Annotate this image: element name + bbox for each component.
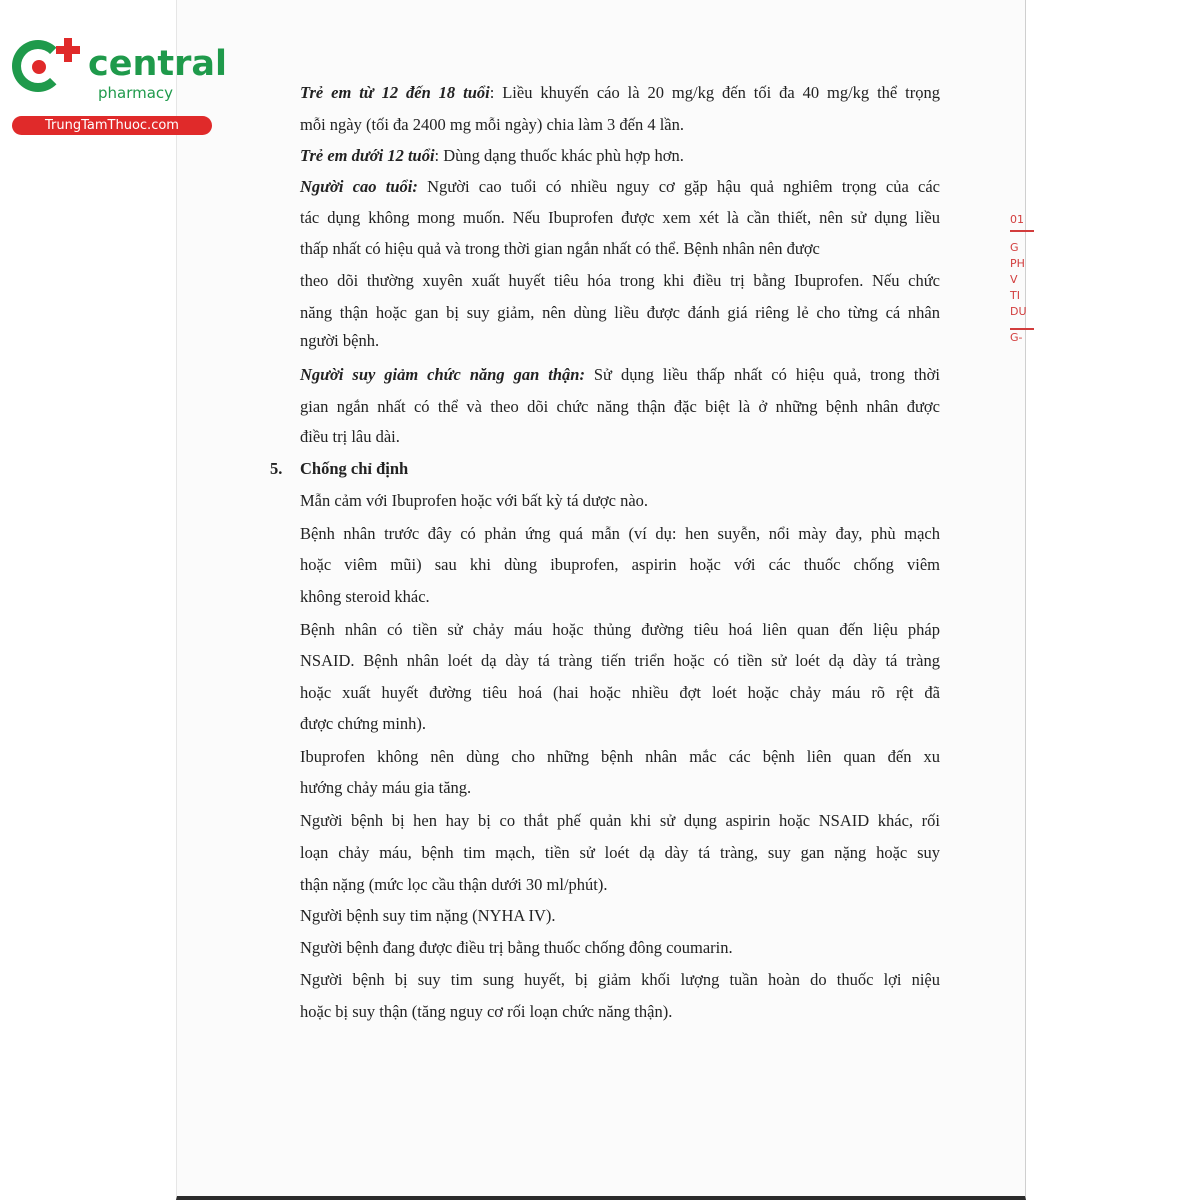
dosage-elderly-line4: theo dõi thường xuyên xuất huyết tiêu hóa trong khi điều trị bằng Ibuprofen. Nếu chức bbox=[300, 271, 940, 290]
stamp-bar bbox=[1010, 230, 1034, 232]
dosage-text: Người cao tuổi có nhiều nguy cơ gặp hậu quả nghiêm trọng của các bbox=[417, 177, 940, 196]
contraindication-line: Bệnh nhân trước đây có phản ứng quá mẫn (ví dụ: hen suyễn, nổi mày đay, phù mạch bbox=[300, 524, 940, 543]
stamp-line: G bbox=[1010, 241, 1019, 254]
contraindication-line: Người bệnh bị hen hay bị co thắt phế quản khi sử dụng aspirin hoặc NSAID khác, rối bbox=[300, 811, 940, 830]
contraindication-line: Mẫn cảm với Ibuprofen hoặc với bất kỳ tá dược nào. bbox=[300, 491, 649, 510]
stamp-line: TI bbox=[1010, 289, 1020, 302]
section-title: Chống chỉ định bbox=[300, 459, 409, 478]
contraindication-line: Người bệnh suy tim nặng (NYHA IV). bbox=[300, 906, 556, 925]
medical-cross-icon bbox=[56, 38, 80, 62]
contraindication-line: Bệnh nhân có tiền sử chảy máu hoặc thủng đường tiêu hoá liên quan đến liệu pháp bbox=[300, 620, 940, 639]
stamp-line: DU bbox=[1010, 305, 1027, 318]
stamp-line: G- bbox=[1010, 331, 1023, 344]
stamp-bar bbox=[1010, 328, 1034, 330]
dosage-elderly-line3: thấp nhất có hiệu quả và trong thời gian ngắn nhất có thể. Bệnh nhân nên được bbox=[300, 239, 820, 258]
dosage-children-12-18-line1 bbox=[300, 82, 940, 104]
dosage-text: : Liều khuyến cáo là 20 mg/kg đến tối đa 40 mg/kg thể trọng bbox=[489, 83, 940, 102]
dosage-children-under-12 bbox=[300, 145, 940, 167]
stamp-line: V bbox=[1010, 273, 1018, 286]
dosage-label: Người suy giảm chức năng gan thận: bbox=[300, 365, 585, 384]
contraindication-line: loạn chảy máu, bệnh tim mạch, tiền sử loét dạ dày tá tràng, suy gan nặng hoặc suy bbox=[300, 843, 940, 862]
contraindication-line: thận nặng (mức lọc cầu thận dưới 30 ml/phút). bbox=[300, 875, 608, 894]
central-pharmacy-logo[interactable] bbox=[10, 38, 228, 138]
dosage-elderly-line1 bbox=[300, 176, 940, 198]
contraindication-line: hoặc viêm mũi) sau khi dùng ibuprofen, aspirin hoặc với các thuốc chống viêm bbox=[300, 555, 940, 574]
dosage-label: Trẻ em dưới 12 tuổi bbox=[300, 146, 435, 165]
contraindication-line: không steroid khác. bbox=[300, 587, 430, 606]
dosage-hepatic-renal-line1 bbox=[300, 364, 940, 386]
contraindication-line: Ibuprofen không nên dùng cho những bệnh nhân mắc các bệnh liên quan đến xu bbox=[300, 747, 940, 766]
dosage-text: Sử dụng liều thấp nhất có hiệu quả, trong thời bbox=[584, 365, 940, 384]
dosage-label: Trẻ em từ 12 đến 18 tuổi bbox=[300, 83, 490, 102]
dosage-hepatic-renal-line2: gian ngắn nhất có thể và theo dõi chức năng thận đặc biệt là ở những bệnh nhân được bbox=[300, 397, 940, 416]
contraindication-line: được chứng minh). bbox=[300, 714, 427, 733]
contraindication-line: hướng chảy máu gia tăng. bbox=[300, 778, 472, 797]
dosage-hepatic-renal-line3: điều trị lâu dài. bbox=[300, 427, 400, 446]
contraindication-line: hoặc xuất huyết đường tiêu hoá (hai hoặc nhiều đợt loét hoặc chảy máu rõ rệt đã bbox=[300, 683, 940, 702]
contraindication-line: hoặc bị suy thận (tăng nguy cơ rối loạn chức năng thận). bbox=[300, 1002, 673, 1021]
contraindication-line: Người bệnh bị suy tim sung huyết, bị giảm khối lượng tuần hoàn do thuốc lợi niệu bbox=[300, 970, 940, 989]
approval-stamp bbox=[1010, 212, 1034, 352]
dosage-elderly-line5: năng thận hoặc gan bị suy giảm, nên dùng liều được đánh giá riêng lẻ cho từng cá nhân bbox=[300, 303, 940, 322]
logo-brand-text: central bbox=[88, 44, 228, 84]
dosage-elderly-line6: người bệnh. bbox=[300, 331, 380, 350]
logo-website-badge[interactable]: TrungTamThuoc.com bbox=[12, 116, 212, 135]
dosage-label: Người cao tuổi: bbox=[300, 177, 418, 196]
contraindication-line: NSAID. Bệnh nhân loét dạ dày tá tràng tiến triển hoặc có tiền sử loét dạ dày tá tràng bbox=[300, 651, 940, 670]
dosage-children-12-18-line2: mỗi ngày (tối đa 2400 mg mỗi ngày) chia làm 3 đến 4 lần. bbox=[300, 115, 685, 134]
stamp-line: PH bbox=[1010, 257, 1025, 270]
section-number: 5. bbox=[270, 459, 283, 478]
logo-dot-icon bbox=[32, 60, 46, 74]
dosage-text: : Dùng dạng thuốc khác phù hợp hơn. bbox=[434, 146, 684, 165]
contraindication-line: Người bệnh đang được điều trị bằng thuốc chống đông coumarin. bbox=[300, 938, 733, 957]
stamp-line: 01 bbox=[1010, 213, 1024, 226]
dosage-elderly-line2: tác dụng không mong muốn. Nếu Ibuprofen được xem xét là cần thiết, nên sử dụng liều bbox=[300, 208, 940, 227]
logo-sub-text: pharmacy bbox=[98, 84, 174, 102]
